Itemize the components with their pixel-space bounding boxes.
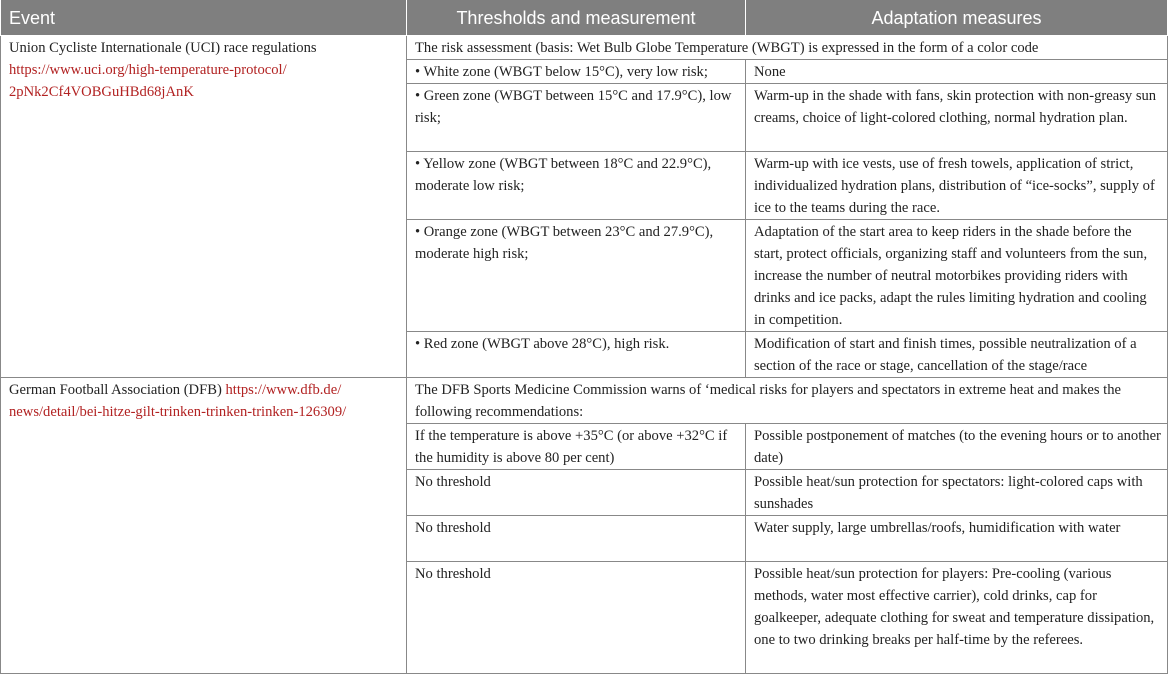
measure-cell: Water supply, large umbrellas/roofs, humidification with water bbox=[746, 516, 1168, 562]
measure-cell: Possible heat/sun protection for players: Pre-cooling (various methods, water most effective carrier), cold drinks, cap for goalkeeper, adequate clothing for sweat and temperature dissipation, one to two drinking breaks per half-time by the referees. bbox=[746, 562, 1168, 674]
threshold-cell: If the temperature is above +35°C (or above +32°C if the humidity is above 80 per cent) bbox=[407, 424, 746, 470]
uci-intro-row bbox=[1, 36, 1168, 60]
threshold-cell: • White zone (WBGT below 15°C), very low risk; bbox=[407, 60, 746, 84]
dfb-event-name: German Football Association (DFB) bbox=[9, 382, 222, 398]
uci-intro: The risk assessment (basis: Wet Bulb Globe Temperature (WBGT) is expressed in the form of a color code bbox=[407, 36, 1168, 60]
dfb-event-cell bbox=[1, 378, 407, 674]
threshold-cell: • Yellow zone (WBGT between 18°C and 22.9°C), moderate low risk; bbox=[407, 152, 746, 220]
measure-cell: Warm-up with ice vests, use of fresh towels, application of strict, individualized hydration plans, distribution of “ice-socks”, supply of ice to the teams during the race. bbox=[746, 152, 1168, 220]
threshold-cell: • Green zone (WBGT between 15°C and 17.9°C), low risk; bbox=[407, 84, 746, 152]
measure-cell: Modification of start and finish times, possible neutralization of a section of the race or stage, cancellation of the stage/race bbox=[746, 332, 1168, 378]
header-thresholds: Thresholds and measurement bbox=[407, 0, 746, 36]
uci-event-name: Union Cycliste Internationale (UCI) race regulations bbox=[9, 40, 317, 56]
dfb-intro: The DFB Sports Medicine Commission warns of ‘medical risks for players and spectators in extreme heat and makes the following recommendations: bbox=[407, 378, 1168, 424]
threshold-cell: No threshold bbox=[407, 516, 746, 562]
measure-cell: Possible postponement of matches (to the evening hours or to another date) bbox=[746, 424, 1168, 470]
uci-event-cell bbox=[1, 36, 407, 378]
threshold-cell: • Red zone (WBGT above 28°C), high risk. bbox=[407, 332, 746, 378]
header-adaptation: Adaptation measures bbox=[746, 0, 1168, 36]
dfb-intro-row bbox=[1, 378, 1168, 424]
measure-cell: Adaptation of the start area to keep riders in the shade before the start, protect officials, organizing staff and volunteers from the sun, increase the number of neutral motorbikes providing riders with drinks and ice packs, adapt the rules limiting hydration and cooling in competition. bbox=[746, 220, 1168, 332]
threshold-cell: No threshold bbox=[407, 470, 746, 516]
measure-cell: None bbox=[746, 60, 1168, 84]
measure-cell: Possible heat/sun protection for spectators: light-colored caps with sunshades bbox=[746, 470, 1168, 516]
header-row bbox=[1, 0, 1168, 36]
uci-link[interactable]: https://www.uci.org/high-temperature-protocol/ 2pNk2Cf4VOBGuHBd68jAnK bbox=[9, 62, 287, 100]
threshold-cell: No threshold bbox=[407, 562, 746, 674]
threshold-cell: • Orange zone (WBGT between 23°C and 27.9°C), moderate high risk; bbox=[407, 220, 746, 332]
header-event: Event bbox=[1, 0, 407, 36]
measure-cell: Warm-up in the shade with fans, skin protection with non-greasy sun creams, choice of light-colored clothing, normal hydration plan. bbox=[746, 84, 1168, 152]
dfb-link[interactable]: https://www.dfb.de/ news/detail/bei-hitze-gilt-trinken-trinken-trinken-126309/ bbox=[9, 382, 347, 420]
